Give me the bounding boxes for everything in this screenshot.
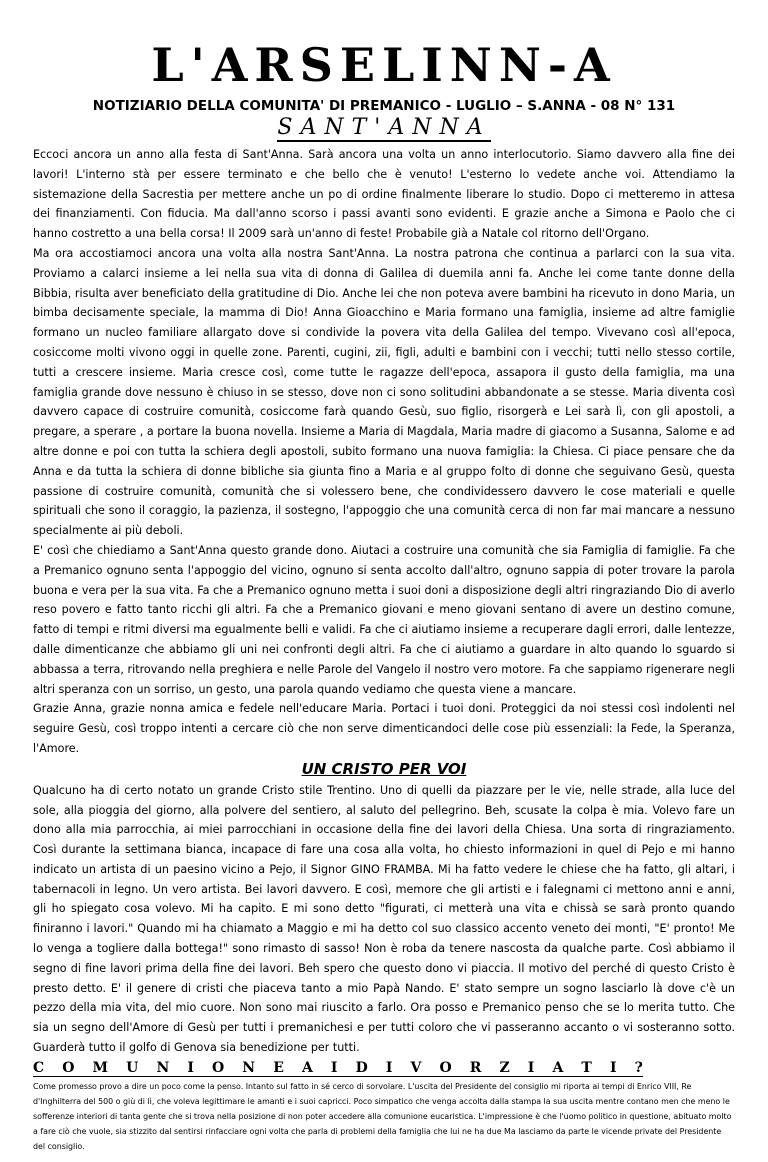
title-letter: A bbox=[552, 1059, 564, 1076]
title-letter: I bbox=[385, 1059, 393, 1076]
section-title-comunione bbox=[33, 1060, 643, 1077]
title-letter: O bbox=[439, 1059, 452, 1076]
title-letter: T bbox=[581, 1059, 592, 1076]
section-santanna-body bbox=[33, 145, 735, 1058]
section-title-santanna bbox=[33, 116, 735, 142]
paragraph: E' così che chiediamo a Sant'Anna questo grande dono. Aiutaci a costruire una comunità che sia Famiglia di famiglie. Fa che a Premanico ognuno senta l'appoggio del vicino, ognuno si senta accolto dall'altro, ognuno sappia di poter trovare la parola buona e vera per la sua vita. Fa che a Premanico ognuno metta i suoi doni a disposizione degli altri ringraziando Dio di averlo reso povero e fatto tanto ricchi gli altri. Fa che a Premanico giovani e meno giovani sentano di avere un destino comune, fatto di tempi e ritmi diversi ma egualmente belli e validi. Fa che ci aiutiamo insieme a recuperare dagli errori, dalle lentezze, dalle dimenticanze che abbiamo gli uni nei confronti degli altri. Fa che ci aiutiamo a guardare in alto quando lo sguardo si abbassa a terra, ritrovando nella preghiera e nelle Parole del Vangelo il nostro vero motore. Fa che sappiamo rigenerare negli altri speranza con un sorriso, un gesto, una parola quando vediamo che questa viene a mancare. bbox=[33, 543, 735, 696]
title-letter: M bbox=[92, 1059, 109, 1076]
title-letter: E bbox=[273, 1059, 284, 1076]
title-letter: I bbox=[609, 1059, 617, 1076]
title-letter: N bbox=[156, 1059, 170, 1076]
title-letter: I bbox=[330, 1059, 338, 1076]
section-title-cristo bbox=[33, 759, 735, 781]
title-letter: I bbox=[187, 1059, 194, 1076]
section-title-cristo-text: UN CRISTO PER VOI bbox=[301, 759, 467, 778]
title-letter: ? bbox=[634, 1059, 643, 1076]
section-comunione-body: Come promesso provo a dire un poco come la penso. Intanto sul fatto in sé cerco di sorvolare. L'uscita del Presidente del consiglio mi riporta ai tempi di Enrico VIII, Re d'Inghilterra del 500 o giù di lì, che voleva legittimare le amanti e i suoi capricci. Poco simpatico che venga accolta dalla stampa la sua uscita mentre contano men che meno le sofferenze interiori di tanta gente che si trova nella posizione di non poter accedere alla comunione eucaristica. L'impressione è che l'uomo politico in questione, abituato molto a fare ciò che vuole, sia stizzito dal sentirsi rinfacciare ogni volta che parla di problemi della famiglia che lui ne ha due Ma lasciamo da parte le vicende private del Presidente del consiglio. bbox=[33, 1081, 732, 1151]
title-letter: N bbox=[242, 1059, 256, 1076]
masthead-title: L'ARSELINN-A bbox=[151, 38, 617, 92]
title-letter: O bbox=[62, 1059, 75, 1076]
section-title-santanna-text: SANT'ANNA bbox=[277, 115, 491, 140]
paragraph: Eccoci ancora un anno alla festa di Sant'Anna. Sarà ancora una volta un anno interlocutorio. Siamo davvero alla fine dei lavori! L'interno stà per essere terminato e che bello che è venuto! L'esterno lo vedete anche voi. Attendiamo la sistemazione della Sacrestia per mettere anche un po di ordine finalmente liberare lo studio. Dopo ci metteremo in attesa dei finanziamenti. Con fiducia. Ma dall'anno scorso i passi avanti sono evidenti. E grazie anche a Simona e Paolo che ci hanno costretto a una bella corsa! Il 2009 sarà un'anno di feste! Probabile già a Natale col ritorno dell'Organo. bbox=[33, 148, 735, 241]
title-letter: U bbox=[126, 1059, 139, 1076]
title-letter: A bbox=[301, 1059, 313, 1076]
paragraph: Qualcuno ha di certo notato un grande Cristo stile Trentino. Uno di quelli da piazzare per le vie, nelle strade, alla luce del sole, alla pioggia del giorno, alla polvere del sentiero, al saluto del pellegrino. Beh, scusate la colpa è mia. Volevo fare un dono alla mia parrocchia, ai miei parrocchiani in occasione della fine dei lavori della Chiesa. Una sorta di ringraziamento. Così durante la settimana bianca, incapace di fare una cosa alla volta, ho chiesto informazioni in quel di Pejo e mi hanno indicato un artista di un paesino vicino a Pejo, il Signor GINO FRAMBA. Mi ha fatto vedere le chiese che ha fatto, gli altari, i tabernacoli in legno. Un vero artista. Bei lavori davvero. E così, memore che gli artisti e i falegnami ci mettono anni e anni, gli ho spiegato cosa volevo. Mi ha capito. E mi sono detto "figurati, ci metterà una vita e chissà se sarà pronto quando finiranno i lavori." Quando mi ha chiamato a Maggio e mi ha detto col suo classico accento veneto dei monti, "E' pronto! Me lo venga a togliere dalla bottega!" sono rimasto di sasso! Non è roba da tenere nascosta da qualche parte. Così abbiamo il segno di fine lavori prima della fine dei lavori. Beh spero che questo dono vi piaccia. Il motivo del perché di questo Cristo è presto detto. E' il genere di cristi che piaceva tanto a mio Papà Nando. E' stato sempre un sogno lasciarlo là dove c'è un pezzo della mia vita, del mio cuore. Non sono mai riuscito a farlo. Ora posso e Premanico penso che se lo merita tutto. Che sia un segno dell'Amore di Gesù per tutti i premanichesi e per tutti coloro che vi passeranno accanto o vi sosteranno sotto. Guarderà tutto il golfo di Genova sia benedizione per tutti. bbox=[33, 783, 735, 1055]
title-letter: C bbox=[33, 1059, 45, 1076]
paragraph: Grazie Anna, grazie nonna amica e fedele nell'educare Maria. Portaci i tuoi doni. Proteggici da noi stessi così indolenti nel seguire Gesù, così troppo intenti a cercare ciò che non serve dimenticandoci delle cose più essenziali: la Fede, la Speranza, l'Amore. bbox=[33, 702, 735, 755]
newsletter-subtitle: NOTIZIARIO DELLA COMUNITA' DI PREMANICO - LUGLIO – S.ANNA - 08 N° 131 bbox=[92, 98, 676, 114]
newsletter-page bbox=[33, 0, 735, 1162]
title-letter: I bbox=[527, 1059, 535, 1076]
title-letter: Z bbox=[499, 1059, 510, 1076]
paragraph: Ma ora accostiamoci ancora una volta alla nostra Sant'Anna. La nostra patrona che continua a parlarci con la sua vita. Proviamo a calarci insieme a lei nella sua vita di donna di Galilea di duemila anni fa. Anche lei come tante donne della Bibbia, risulta aver beneficiato della gratitudine di Dio. Anche lei che non poteva avere bambini ha ricevuto in dono Maria, un bimba decisamente speciale, la mamma di Dio! Anna Gioacchino e Maria formano una famiglia, insieme ad altre famiglie formano un nucleo familiare allargato dove si condivide la povera vita della Galilea del tempo. Vivevano così all'epoca, cosiccome molti vivono oggi in quelle zone. Parenti, cugini, zii, figli, adulti e bambini con i vecchi; tutti nello stesso cortile, tutti a crescere insieme. Maria cresce così, come tutte le ragazze dell'epoca, assapora il gusto della famiglia, ma una famiglia grande dove nessuno è chiuso in se stesso, dove non ci sono solitudini abbandonate a se stesse. Maria diventa così davvero capace di costruire comunità, cosiccome farà quando Gesù, suo figlio, risorgerà e Lei sarà lì, con gli apostoli, a pregare, a sperare , a portare la buona novella. Insieme a Maria di Magdala, Maria madre di giacomo a Susanna, Salome e ad altre donne e poi con tutta la schiera degli apostoli, subito formano una nuova famiglia: la Chiesa. Ci piace pensare che da Anna e da tutta la schiera di donne bibliche sia giunta fino a Maria e al gruppo folto di donne che seguivano Gesù, questa passione di costruire comunità, comunità che si volessero bene, che condividessero davvero le cose materiali e quelle spirituali che sono il coraggio, la pazienza, il sostegno, l'appoggio che una comunità cerca di non far mai mancare a nessuno specialmente ai più deboli. bbox=[33, 246, 735, 538]
title-letter: D bbox=[355, 1059, 368, 1076]
title-letter: O bbox=[212, 1059, 225, 1076]
title-letter: R bbox=[469, 1059, 482, 1076]
title-letter: V bbox=[410, 1059, 422, 1076]
